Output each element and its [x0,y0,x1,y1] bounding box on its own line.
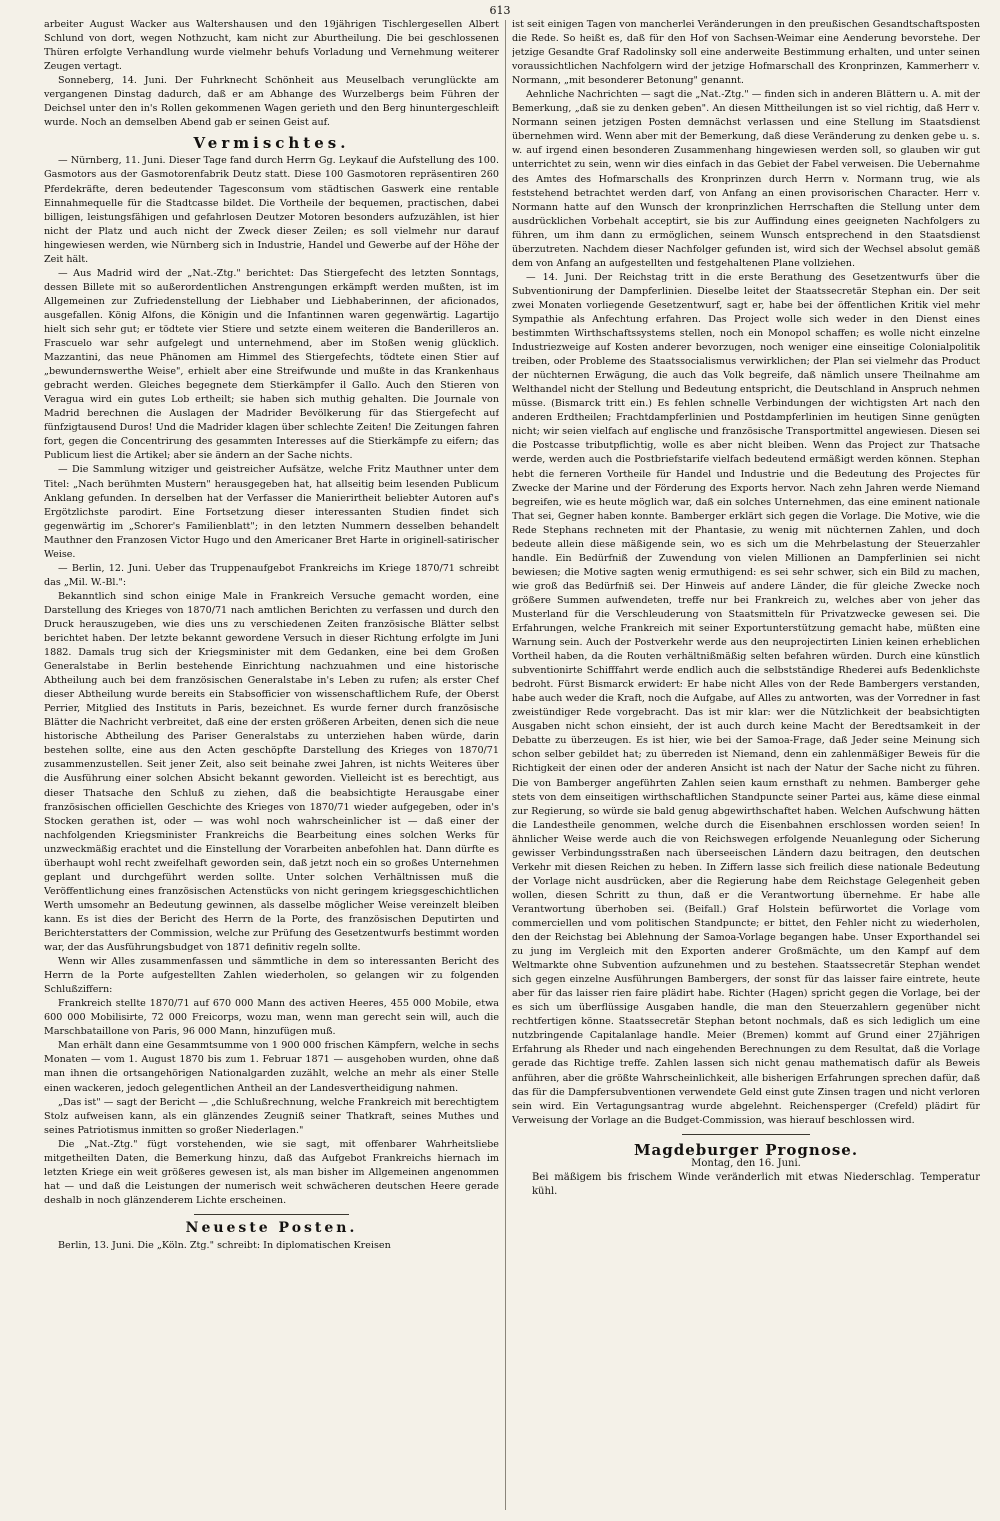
article-paragraph: arbeiter August Wacker aus Waltershausen und den 19jährigen Tischlergesellen Albert Schlund von dort, wegen Nothzucht, kam nicht zur Aburtheilung. Die bei geschlossenen Thüren erfolgte Verhandlung wurde vielmehr behufs Vorladung und Vernehmung weiterer Zeugen vertagt. [44,19,499,73]
article-paragraph: Berlin, 13. Juni. Die „Köln. Ztg." schreibt: In diplomatischen Kreisen [58,1239,391,1251]
section-rule [194,1214,349,1215]
column-divider [505,20,506,1510]
article-paragraph: Aehnliche Nachrichten — sagt die „Nat.-Ztg." — finden sich in anderen Blättern u. A. mit der Bemerkung, „daß sie zu denken geben". An diesen Mittheilungen ist so viel richtig, daß Herr v. Normann seinen jetzigen Posten demnächst verlassen und eine Stellung im Staatsdienst übernehmen wird. Wenn aber mit der Bemerkung, daß diese Veränderung zu denken gebe u. s. w. auf irgend einen besonderen Zusammenhang hingewiesen werden soll, so glauben wir gut unterrichtet zu sein, wenn wir dies einfach in das Gebiet der Fabel verweisen. Die Uebernahme des Amtes des Hofmarschalls des Kronprinzen durch Herrn v. Normann trug, wie als feststehend betrachtet werden darf, von Anfang an einen provisorischen Character. Herr v. Normann hatte auf den Wunsch der kronprinzlichen Herrschaften die Stellung unter dem ausdrücklichen Vorbehalt acceptirt, sie bis zur Auffindung eines geeigneten Nachfolgers zu führen, um ihm dann zu ermöglichen, seinem Wunsch entsprechend in den Staatsdienst überzutreten. Nachdem dieser Nachfolger gefunden ist, wird sich der Wechsel absolut gemäß dem von Anfang an aufgestellten und festgehaltenen Plane vollziehen. [512,89,980,269]
article-paragraph: — Die Sammlung witziger und geistreicher Aufsätze, welche Fritz Mauthner unter dem Titel: „Nach berühmten Mustern" herausgegeben hat, hat allseitig beim lesenden Publicum Anklang gefunden. In derselben hat der Verfasser die Manierirtheit beliebter Autoren auf's Ergötzlichste parodirt. Eine Fortsetzung dieser interessanten Studien findet sich gegenwärtig im „Schorer's Familienblatt"; in den letzten Nummern desselben behandelt Mauthner den Franzosen Victor Hugo und den Americaner Bret Harte in originell-satirischer Weise. [44,464,499,560]
article-paragraph: Sonneberg, 14. Juni. Der Fuhrknecht Schönheit aus Meuselbach verunglückte am vergangenen Dinstag dadurch, daß er am Abhange des Wurzelbergs beim Führen der Deichsel unter den in's Rollen gekommenen Wagen gerieth und den Berg hinuntergeschleift wurde. Noch an demselben Abend gab er seinen Geist auf. [44,75,499,129]
article-paragraph: — Berlin, 12. Juni. Ueber das Truppenaufgebot Frankreichs im Kriege 1870/71 schreibt das „Mil. W.-Bl.": [44,562,499,588]
article-paragraph: Wenn wir Alles zusammenfassen und sämmtliche in dem so interessanten Bericht des Herrn de la Porte aufgestellten Zahlen wiederholen, so gelangen wir zu folgenden Schlußziffern: [44,956,499,996]
article-paragraph: — Nürnberg, 11. Juni. Dieser Tage fand durch Herrn Gg. Leykauf die Aufstellung des 100. Gasmotors aus der Gasmotorenfabrik Deutz statt. Diese 100 Gasmotoren repräsentiren 260 Pferdekräfte, deren bedeutender Tagesconsum vom städtischen Gaswerk eine rentable Einnahmequelle für die Stadtcasse bildet. Die Vortheile der bequemen, practischen, dabei billigen, leistungsfähigen und gefahrlosen Deutzer Motoren besonders aufzuzählen, ist hier nicht der Platz und auch nicht der Zweck dieser Zeilen; es soll vielmehr nur darauf hingewiesen werden, wie Nürnberg sich in Industrie, Handel und Gewerbe auf der Höhe der Zeit hält. [44,155,499,265]
article-paragraph: — 14. Juni. Der Reichstag tritt in die erste Berathung des Gesetzentwurfs über die Subventionirung der Dampferlinien. Dieselbe leitet der Staatssecretär Stephan ein. Der seit zwei Monaten vorliegende Gesetzentwurf, sagt er, habe bei der öffentlichen Kritik viel mehr Sympathie als Anfechtung erfahren. Das Project wolle sich weder in den Dienst eines bestimmten Wirthschaftssystems stellen, noch ein Monopol schaffen; es wolle nicht einzelne Industriezweige auf Kosten anderer bevorzugen, noch weniger eine einseitige Colonialpolitik treiben, oder Probleme des Staatssocialismus verwirklichen; der Plan sei vielmehr das Product der nüchternen Erwägung, die auch das Volk begreife, daß nämlich unsere Theilnahme am Welthandel nicht der Stellung und Bedeutung entspricht, die Deutschland in Anspruch nehmen müsse. (Bismarck tritt ein.) Es fehlen schnelle Verbindungen der wichtigsten Art nach den anderen Erdtheilen; Frachtdampferlinien und Postdampferlinien im heutigen Sinne genügten nicht; wir seien vielfach auf englische und französische Transportmittel angewiesen. Diesen sei die Postcasse tributpflichtig, wolle es aber nicht bleiben. Wenn das Project zur Thatsache werde, werden auch die Postbriefstarife vielfach bedeutend ermäßigt werden können. Stephan hebt die ferneren Vortheile für Handel und Industrie und die Bedeutung des Projectes für Zwecke der Marine und der Förderung des Exports hervor. Nach zehn Jahren werde Niemand begreifen, wie es heute möglich war, daß ein solches Unternehmen, das eine eminent nationale That sei, Gegner haben konnte. Bamberger erklärt sich gegen die Vorlage. Die Motive, wie die Rede Stephans rechneten mit der Phantasie, zu wenig mit nüchternen Zahlen, und doch bedeute allein diese mäßigende sein, wo es sich um die Mehrbelastung der Steuerzahler handle. Ein Bedürfniß der Zuwendung von vielen Millionen an Dampferlinien sei nicht bewiesen; die Motive sagten wenig ermuthigend: es sei sehr schwer, sich ein Bild zu machen, wie groß das Bedürfniß sei. Der Hinweis auf andere Länder, die für gleiche Zwecke noch größere Summen aufwendeten, treffe nur bei Frankreich zu, welches aber von jeher das Musterland für die Verschleuderung von Staatsmitteln für Privatzwecke gewesen sei. Die Erfahrungen, welche Frankreich mit seiner Exportunterstützung gemacht habe, müßten eine Warnung sein. Auch der Postverkehr werde aus den neuprojectirten Linien keinen erheblichen Vortheil haben, da die Routen verhältnißmäßig selten befahren würden. Durch eine künstlich subventionirte Schifffahrt werde endlich auch die selbstständige Rhederei aufs Bedenklichste bedroht. Fürst Bismarck erwidert: Er habe nicht Alles von der Rede Bambergers verstanden, habe auch weder die Kraft, noch die Aufgabe, auf Alles zu antworten, was der Vorredner in fast zweistündiger Rede vorgebracht. Das ist mir klar: wer die Nützlichkeit der beabsichtigten Ausgaben nicht schon einsieht, der ist auch durch keine Macht der Beredtsamkeit in der Debatte zu überzeugen. Es ist hier, wie bei der Samoa-Frage, daß Jeder seine Meinung sich schon selber gebildet hat; zu überreden ist Niemand, denn ein zahlenmäßiger Beweis für die Richtigkeit der einen oder der anderen Ansicht ist nach der Natur der Sache nicht zu führen. Die von Bamberger angeführten Zahlen seien kaum ernsthaft zu nehmen. Bamberger gehe stets von dem einseitigen wirthschaftlichen Standpuncte seiner Partei aus, käme diese einmal zur Regierung, so würde sie bald genug abgewirthschaftet haben. Welchen Aufschwung hätten die Landestheile genommen, welche durch die Eisenbahnen erschlossen worden seien! In ähnlicher Weise werde auch die von Reichswegen erfolgende Neuanlegung oder Sicherung gewisser Verbindungsstraßen nach überseeischen Ländern dazu beitragen, den deutschen Verkehr mit diesen Reichen zu heben. In Ziffern lasse sich freilich diese nationale Bedeutung der Vorlage nicht ausdrücken, aber die Regierung habe dem Reichstage Gelegenheit geben wollen, diesen Schritt zu thun, daß er die Verantwortung übernehme. Er habe alle Verantwortung überhoben sei. (Beifall.) Graf Holstein befürwortet die Vorlage vom commerciellen und vom politischen Standpuncte; er bittet, den Fehler nicht zu wiederholen, den der Reichstag bei Ablehnung der Samoa-Vorlage begangen habe. Unser Exporthandel sei zu jung im Vergleich mit den Exporten anderer Großmächte, um den Kampf auf dem Weltmarkte ohne Subvention aufzunehmen und zu bestehen. Staatssecretär Stephan wendet sich gegen einzelne Ausführungen Bambergers, der sonst für das laisser faire eintrete, heute aber für das laisser rien faire plädirt habe. Richter (Hagen) spricht gegen die Vorlage, bei der es sich um überflüssige Ausgaben handle, die man den Steuerzahlern gegenüber nicht rechtfertigen könne. Staatssecretär Stephan betont nochmals, daß es sich lediglich um eine nutzbringende Capitalanlage handle. Meier (Bremen) kommt auf Grund einer 27jährigen Erfahrung als Rheder und nach eingehenden Berechnungen zu dem Resultat, daß die Vorlage gerade das Richtige treffe. Zahlen lassen sich nicht genau mathematisch dafür als Beweis anführen, aber die größte Wahrscheinlichkeit, alle bisherigen Erfahrungen sprechen dafür, daß das für die Dampfersubventionen verwendete Geld einst gute Zinsen tragen und nicht verloren sein wird. Ein Vertagungsantrag wurde abgelehnt. Reichensperger (Crefeld) plädirt für Verweisung der Vorlage an die Budget-Commission, was hierauf beschlossen wird. [512,271,980,1126]
left-column [44,18,499,1518]
article-paragraph: Bekanntlich sind schon einige Male in Frankreich Versuche gemacht worden, eine Darstellung des Krieges von 1870/71 nach amtlichen Berichten zu verfassen und durch den Druck herauszugeben, wie dies uns zu verschiedenen Zeiten französische Blätter selbst berichtet haben. Der letzte bekannt gewordene Versuch in dieser Richtung erfolgte im Juni 1882. Damals trug sich der Kriegsminister mit dem Gedanken, eine bei dem Großen Generalstabe in Berlin bestehende Einrichtung nachzuahmen und eine historische Abtheilung auch bei dem französischen Generalstabe in's Leben zu rufen; als erster Chef dieser Abtheilung wurde bereits ein Stabsofficier von wissenschaftlichem Rufe, der Oberst Perrier, Mitglied des Instituts in Paris, bezeichnet. Es wurde ferner durch französische Blätter die Nachricht verbreitet, daß eine der ersten größeren Arbeiten, denen sich die neue historische Abtheilung des Pariser Generalstabs zu unterziehen haben würde, darin bestehen sollte, eine aus den Acten geschöpfte Darstellung des Krieges von 1870/71 zusammenzustellen. Seit jener Zeit, also seit beinahe zwei Jahren, ist nichts Weiteres über die Ausführung einer solchen Absicht bekannt geworden. Vielleicht ist es berechtigt, aus dieser Thatsache den Schluß zu ziehen, daß die beabsichtigte Herausgabe einer französischen officiellen Geschichte des Krieges von 1870/71 wieder aufgegeben, oder in's Stocken gerathen ist, oder — was wohl noch wahrscheinlicher ist — daß einer der nachfolgenden Kriegsminister Frankreichs die Bearbeitung eines solchen Werks für unzweckmäßig erachtet und die Einstellung der Vorarbeiten anbefohlen hat. Dann dürfte es überhaupt wohl recht zweifelhaft geworden sein, daß jetzt noch ein so großes Unternehmen geplant und durchgeführt werden sollte. Unter solchen Verhältnissen muß die Veröffentlichung eines französischen Actenstücks von nicht geringem kriegsgeschichtlichen Werth umsomehr an Bedeutung gewinnen, als dasselbe möglicher Weise vereinzelt bleiben kann. Es ist dies der Bericht des Herrn de la Porte, des französischen Deputirten und Berichterstatters der Commission, welche zur Prüfung des Gesetzentwurfs bestimmt worden war, der das Ausführungsbudget von 1871 definitiv regeln sollte. [44,590,499,954]
article-paragraph: Man erhält dann eine Gesammtsumme von 1 900 000 frischen Kämpfern, welche in sechs Monaten — vom 1. August 1870 bis zum 1. Februar 1871 — ausgehoben wurden, ohne daß man ihnen die ortsangehörigen Nationalgarden zuzählt, welche an mehr als einer Stelle einen wackeren, jedoch gelegentlichen Antheil an der Landesvertheidigung nahmen. [44,1040,499,1094]
article-paragraph: ist seit einigen Tagen von mancherlei Veränderungen in den preußischen Gesandtschaftsposten die Rede. So heißt es, daß für den Hof von Sachsen-Weimar eine Aenderung bevorstehe. Der jetzige Gesandte Graf Radolinsky soll eine anderweite Bestimmung erhalten, und unter seinen voraussichtlichen Nachfolgern wird der jetzige Hofmarschall des Kronprinzen, Kammerherr v. Normann, „mit besonderer Betonung" genannt. [512,19,980,87]
section-heading: Neueste Posten. [185,1219,358,1236]
article-paragraph: — Aus Madrid wird der „Nat.-Ztg." berichtet: Das Stiergefecht des letzten Sonntags, dessen Billete mit so außerordentlichen Anstrengungen erkämpft werden mußten, ist im Allgemeinen zur Zufriedenstellung der Liebhaber und Liebhaberinnen, der aficionados, ausgefallen. König Alfons, die Königin und die Infantinnen waren gegenwärtig. Lagartijo hielt sich sehr gut; er tödtete vier Stiere und setzte einem weiteren die Banderilleros an. Frascuelo war sehr aufgelegt und unternehmend, aber im Stoßen wenig glücklich. Mazzantini, das neue Phänomen am Himmel des Stiergefechts, tödtete einen Stier auf „bewundernswerthe Weise", erhielt aber eine Streifwunde und mußte in das Krankenhaus gebracht werden. Gleiches begegnete dem Stierkämpfer il Gallo. Auch den Stieren von Veragua wird ein gutes Lob ertheilt; sie haben sich muthig gehalten. Die Journale von Madrid berechnen die Auslagen der Madrider Bevölkerung für das Stiergefecht auf fünfzigtausend Duros! Und die Madrider klagen über schlechte Zeiten! Die Zeitungen fahren fort, gegen die Concentrirung des gesammten Interesses auf die Stierkämpfe zu eifern; das Publicum liest die Artikel; aber sie ändern an der Sache nichts. [44,267,499,462]
section-rule [682,1134,810,1135]
forecast-text: Bei mäßigem bis frischem Winde veränderlich mit etwas Niederschlag. Temperatur kühl. [532,1171,980,1197]
forecast-date: Montag, den 16. Juni. [691,1157,801,1169]
page-number: 613 [489,4,511,17]
right-column [512,18,980,1518]
article-paragraph: Frankreich stellte 1870/71 auf 670 000 Mann des activen Heeres, 455 000 Mobile, etwa 600 000 Mobilisirte, 72 000 Freicorps, wozu man, wenn man gerecht sein will, auch die Marschbataillone von Paris, 96 000 Mann, hinzufügen muß. [44,998,499,1038]
article-paragraph: „Das ist" — sagt der Bericht — „die Schlußrechnung, welche Frankreich mit berechtigtem Stolz aufweisen kann, als ein glänzendes Zeugniß seiner Thatkraft, seines Muthes und seines Patriotismus inmitten so großer Niederlagen." [44,1096,499,1136]
article-paragraph: Die „Nat.-Ztg." fügt vorstehenden, wie sie sagt, mit offenbarer Wahrheitsliebe mitgetheilten Daten, die Bemerkung hinzu, daß das Aufgebot Frankreichs hiernach im letzten Kriege ein weit größeres gewesen ist, als man bisher im Allgemeinen angenommen hat — und daß die Leistungen der numerisch weit schwächeren deutschen Heere gerade deshalb in noch glänzenderem Lichte erscheinen. [44,1138,499,1206]
forecast-title: Magdeburger Prognose. [633,1140,859,1159]
section-heading: Vermischtes. [193,134,350,153]
